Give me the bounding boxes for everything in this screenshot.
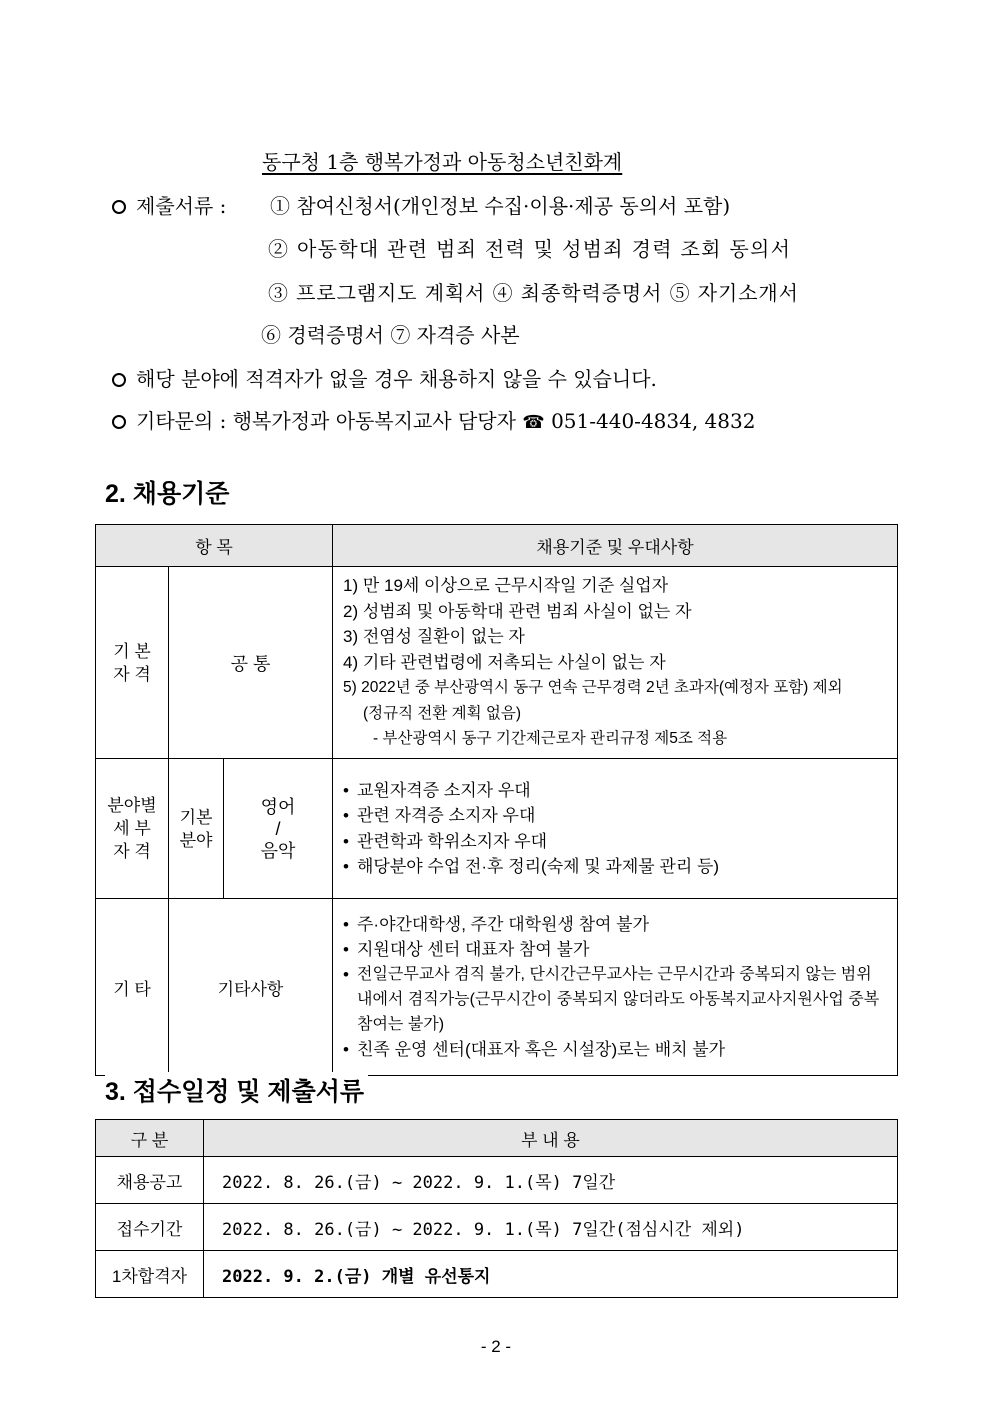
field-sub-label: 기본 분야	[169, 759, 224, 899]
notice-text: 해당 분야에 적격자가 없을 경우 채용하지 않을 수 있습니다.	[136, 367, 657, 391]
docs-item-2: ② 아동학대 관련 범죄 전력 및 성범죄 경력 조회 동의서	[268, 237, 792, 261]
docs-line-1	[112, 194, 226, 218]
schedule-table	[95, 1119, 898, 1298]
basic-sub-label: 공 통	[169, 567, 333, 759]
location-line: 동구청 1층 행복가정과 아동청소년친화계	[262, 150, 623, 174]
dot-bullet-icon: •	[343, 780, 349, 800]
list-item: 3) 전염성 질환이 없는 자	[343, 627, 525, 646]
table-row	[96, 1251, 898, 1298]
dot-bullet-icon: •	[343, 857, 349, 876]
list-item: • 지원대상 센터 대표자 참여 불가	[343, 937, 889, 962]
list-item: 1) 만 19세 이상으로 근무시작일 기준 실업자	[343, 576, 669, 595]
list-item: (정규직 전환 계획 없음)	[363, 704, 522, 722]
notice-line	[112, 367, 657, 391]
list-item: • 해당분야 수업 전·후 정리(숙제 및 과제물 관리 등)	[343, 854, 889, 880]
list-item: 4) 기타 관련법령에 저촉되는 사실이 없는 자	[343, 652, 666, 672]
col-content-header: 부 내 용	[204, 1120, 898, 1157]
section2-title: 2. 채용기준	[105, 480, 230, 508]
field-criteria-list	[333, 759, 898, 899]
etc-group-label: 기 타	[96, 899, 169, 1076]
circle-bullet-icon	[112, 200, 126, 214]
list-item: • 친족 운영 센터(대표자 혹은 시설장)로는 배치 불가	[343, 1037, 889, 1062]
criteria-table	[95, 524, 898, 1076]
contact-phone: 051-440-4834, 4832	[551, 409, 756, 433]
dot-bullet-icon: •	[343, 806, 349, 825]
dot-bullet-icon: •	[343, 915, 349, 934]
col-criteria-header: 채용기준 및 우대사항	[333, 525, 898, 567]
list-item: • 관련 자격증 소지자 우대	[343, 803, 889, 829]
docs-item-4: ⑥ 경력증명서 ⑦ 자격증 사본	[261, 323, 520, 347]
dot-bullet-icon: •	[343, 965, 349, 984]
field-subject-label: 영어 / 음악	[224, 759, 333, 899]
docs-label: 제출서류 :	[136, 194, 227, 218]
list-item: 2) 성범죄 및 아동학대 관련 범죄 사실이 없는 자	[343, 601, 692, 621]
phone-icon: ☎	[522, 412, 545, 433]
list-item: - 부산광역시 동구 기간제근로자 관리규정 제5조 적용	[373, 730, 728, 747]
col-div-header: 구 분	[96, 1120, 204, 1157]
field-group-label: 분야별 세 부 자 격	[96, 759, 169, 899]
row-label: 1차합격자	[96, 1251, 204, 1298]
row-value: 2022. 9. 2.(금) 개별 유선통지	[204, 1251, 898, 1298]
row-label: 채용공고	[96, 1157, 204, 1204]
docs-item-1: ① 참여신청서(개인정보 수집·이용·제공 동의서 포함)	[270, 194, 731, 218]
row-value: 2022. 8. 26.(금) ~ 2022. 9. 1.(목) 7일간(점심시간 제외)	[204, 1204, 898, 1251]
contact-line	[112, 409, 755, 435]
list-item: • 주·야간대학생, 주간 대학원생 참여 불가	[343, 912, 889, 937]
etc-criteria-list	[333, 899, 898, 1076]
dot-bullet-icon: •	[343, 940, 349, 959]
list-item: • 전일근무교사 겸직 불가, 단시간근무교사는 근무시간과 중복되지 않는 범위 내에서 겸직가능(근무시간이 중복되지 않더라도 아동복지교사지원사업 중복참여는 불가)	[343, 962, 889, 1037]
list-item: • 관련학과 학위소지자 우대	[343, 829, 889, 855]
circle-bullet-icon	[112, 415, 126, 429]
page-number: - 2 -	[480, 1337, 512, 1356]
section3-title: 3. 접수일정 및 제출서류	[105, 1072, 368, 1108]
docs-item-3: ③ 프로그램지도 계획서 ④ 최종학력증명서 ⑤ 자기소개서	[268, 281, 799, 305]
table-row	[96, 1204, 898, 1251]
basic-group-label: 기 본 자 격	[96, 567, 169, 759]
circle-bullet-icon	[112, 373, 126, 387]
etc-sub-label: 기타사항	[169, 899, 333, 1076]
col-item-header: 항 목	[96, 525, 333, 567]
row-value: 2022. 8. 26.(금) ~ 2022. 9. 1.(목) 7일간	[204, 1157, 898, 1204]
basic-criteria-list	[333, 567, 898, 759]
dot-bullet-icon: •	[343, 1040, 349, 1059]
list-item: • 교원자격증 소지자 우대	[343, 778, 889, 804]
row-label: 접수기간	[96, 1204, 204, 1251]
dot-bullet-icon: •	[343, 831, 349, 851]
contact-label: 기타문의 : 행복가정과 아동복지교사 담당자	[136, 409, 516, 433]
table-row	[96, 1157, 898, 1204]
list-item: 5) 2022년 중 부산광역시 동구 연속 근무경력 2년 초과자(예정자 포함) 제외	[343, 679, 843, 696]
